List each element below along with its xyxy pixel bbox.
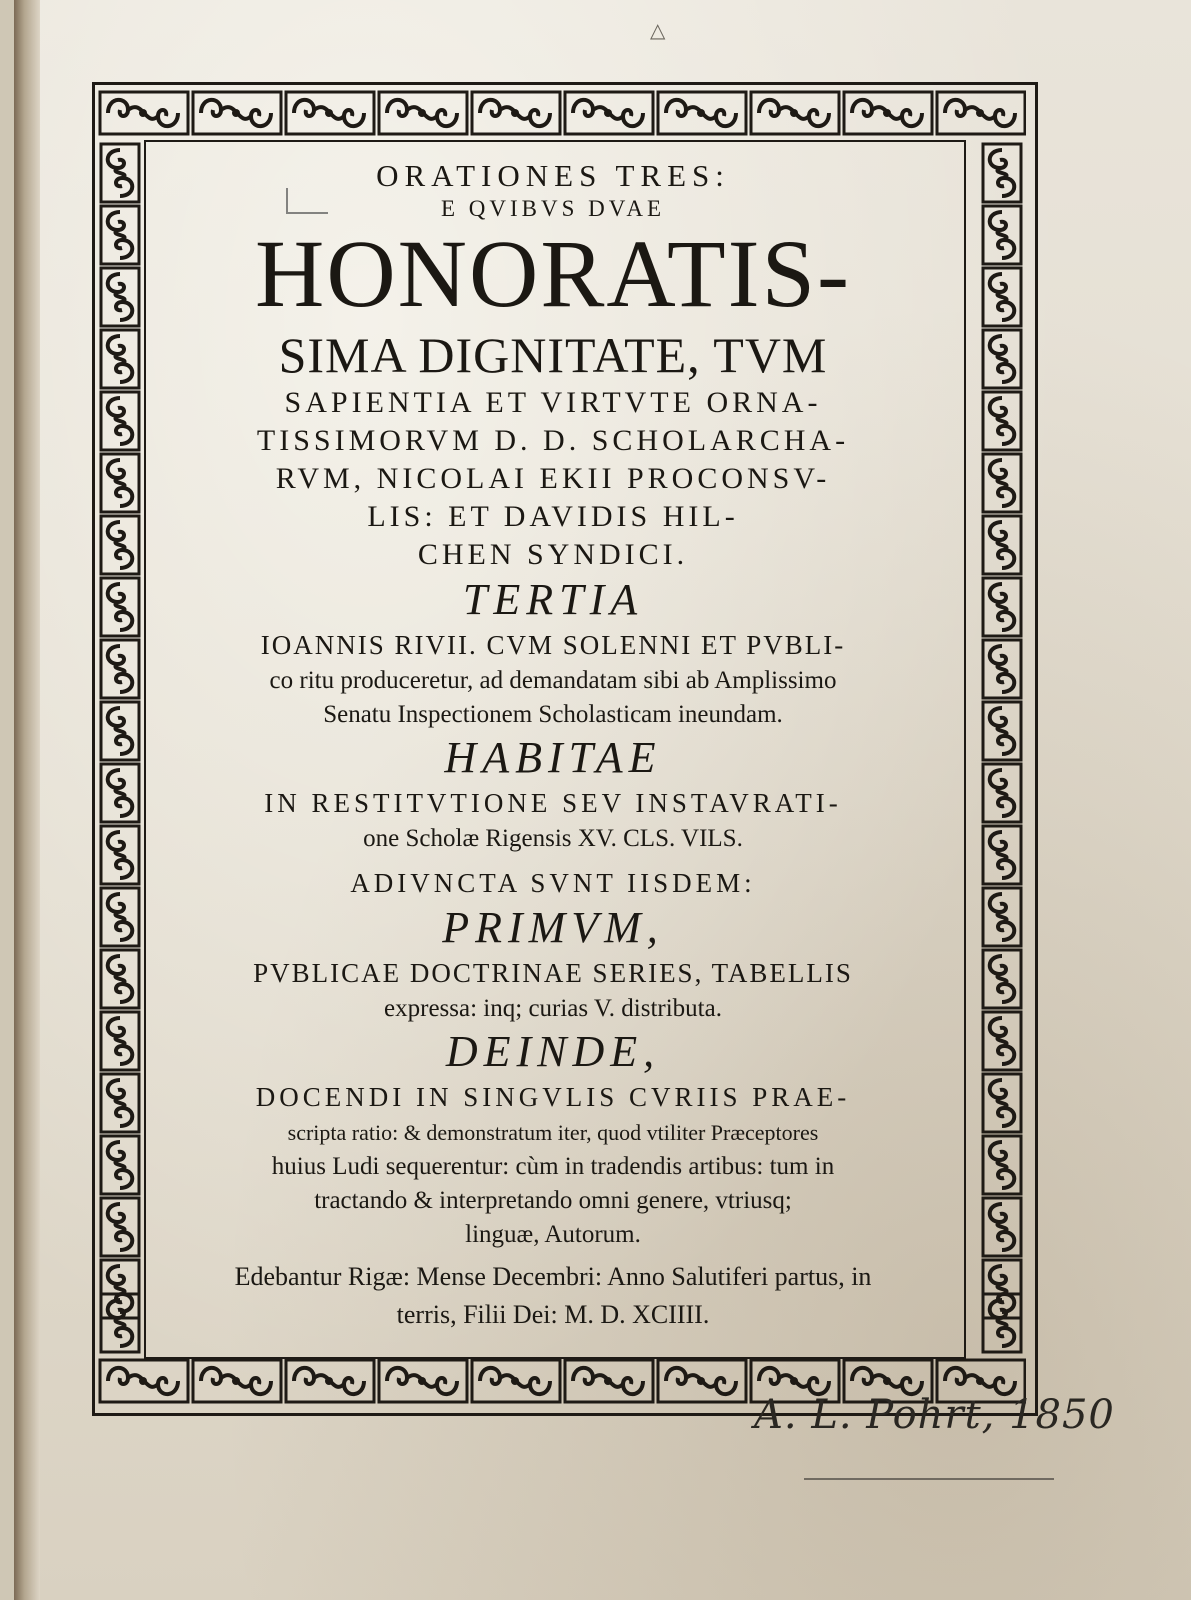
section-heading: TERTIA [462,575,644,624]
title-line: IN RESTITVTIONE SEV INSTAVRATI- [264,788,842,818]
owner-signature: A. L. Pohrt, 1850 [754,1392,1115,1438]
title-line: TISSIMORVM D. D. SCHOLARCHA- [256,424,850,457]
title-line: RVM, NICOLAI EKII PROCONSV- [275,462,831,495]
title-line: CHEN SYNDICI. [417,538,689,571]
book-page [14,0,1191,1600]
ornament-top-band [98,88,1026,138]
section-heading: HABITAE [444,733,662,782]
book-spine-edge [14,0,40,1600]
title-line: IOANNIS RIVII. CVM SOLENNI ET PVBLI- [260,630,846,660]
pencil-mark: △ [650,20,666,42]
body-line: huius Ludi sequerentur: cùm in tradendis artibus: tum in [271,1153,835,1180]
ornament-left-band [98,142,142,1354]
imprint-line: terris, Filii Dei: M. D. XCIIII. [396,1300,710,1329]
body-line: one Scholæ Rigensis XV. CLS. VILS. [363,825,743,852]
title-line: SAPIENTIA ET VIRTVTE ORNA- [284,386,822,419]
title-line-large: HONORATIS- [255,220,851,327]
imprint-line: Edebantur Rigæ: Mense Decembri: Anno Salutiferi partus, in [234,1262,872,1291]
body-line: co ritu produceretur, ad demandatam sibi ab Amplissimo [269,667,837,694]
signature-underline [804,1478,1054,1480]
title-line: PVBLICAE DOCTRINAE SERIES, TABELLIS [253,958,853,988]
body-line: tractando & interpretando omni genere, vtriusq; [314,1187,792,1214]
title-page-text [150,150,956,1334]
section-heading: PRIMVM, [442,903,664,952]
title-line: DOCENDI IN SINGVLIS CVRIIS PRAE- [255,1082,851,1112]
section-heading: DEINDE, [445,1027,661,1076]
title-line: LIS: ET DAVIDIS HIL- [367,500,739,533]
body-line: linguæ, Autorum. [465,1221,641,1248]
title-line: ORATIONES TRES: [376,158,730,193]
ornament-right-band [980,142,1024,1354]
title-line: ADIVNCTA SVNT IISDEM: [350,868,756,898]
title-line: E QVIBVS DVAE [440,196,666,221]
body-line: Senatu Inspectionem Scholasticam ineundam. [323,701,783,728]
body-line: expressa: inq; curias V. distributa. [384,995,722,1022]
body-line: scripta ratio: & demonstratum iter, quod vtiliter Præceptores [287,1120,819,1145]
title-line: SIMA DIGNITATE, TVM [278,327,828,383]
